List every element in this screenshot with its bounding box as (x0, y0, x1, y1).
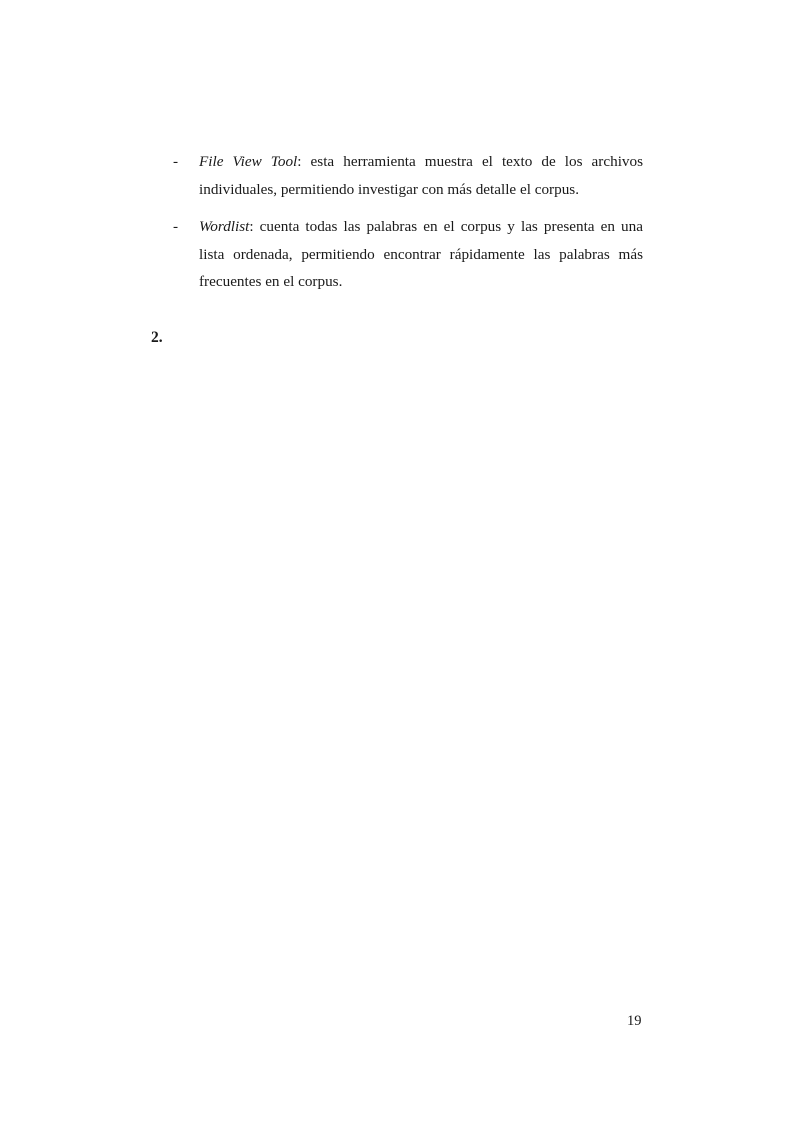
bullet-list (173, 148, 643, 306)
bullet-marker: - (173, 153, 179, 170)
bullet-term: Wordlist (199, 218, 250, 235)
section-heading-number: 2. (151, 329, 163, 346)
bullet-item-file-view-tool (173, 148, 643, 203)
bullet-description: : esta herramienta muestra el texto de los archivos individuales, permitiendo investigar con más detalle el corpus. (199, 153, 644, 198)
bullet-term: File View Tool (199, 153, 298, 170)
bullet-marker: - (173, 218, 179, 235)
bullet-item-wordlist (173, 213, 643, 296)
bullet-description: : cuenta todas las palabras en el corpus y las presenta en una lista ordenada, permitiendo encontrar rápidamente las palabras más frecuentes en el corpus. (199, 218, 643, 290)
page-number: 19 (627, 1013, 642, 1029)
